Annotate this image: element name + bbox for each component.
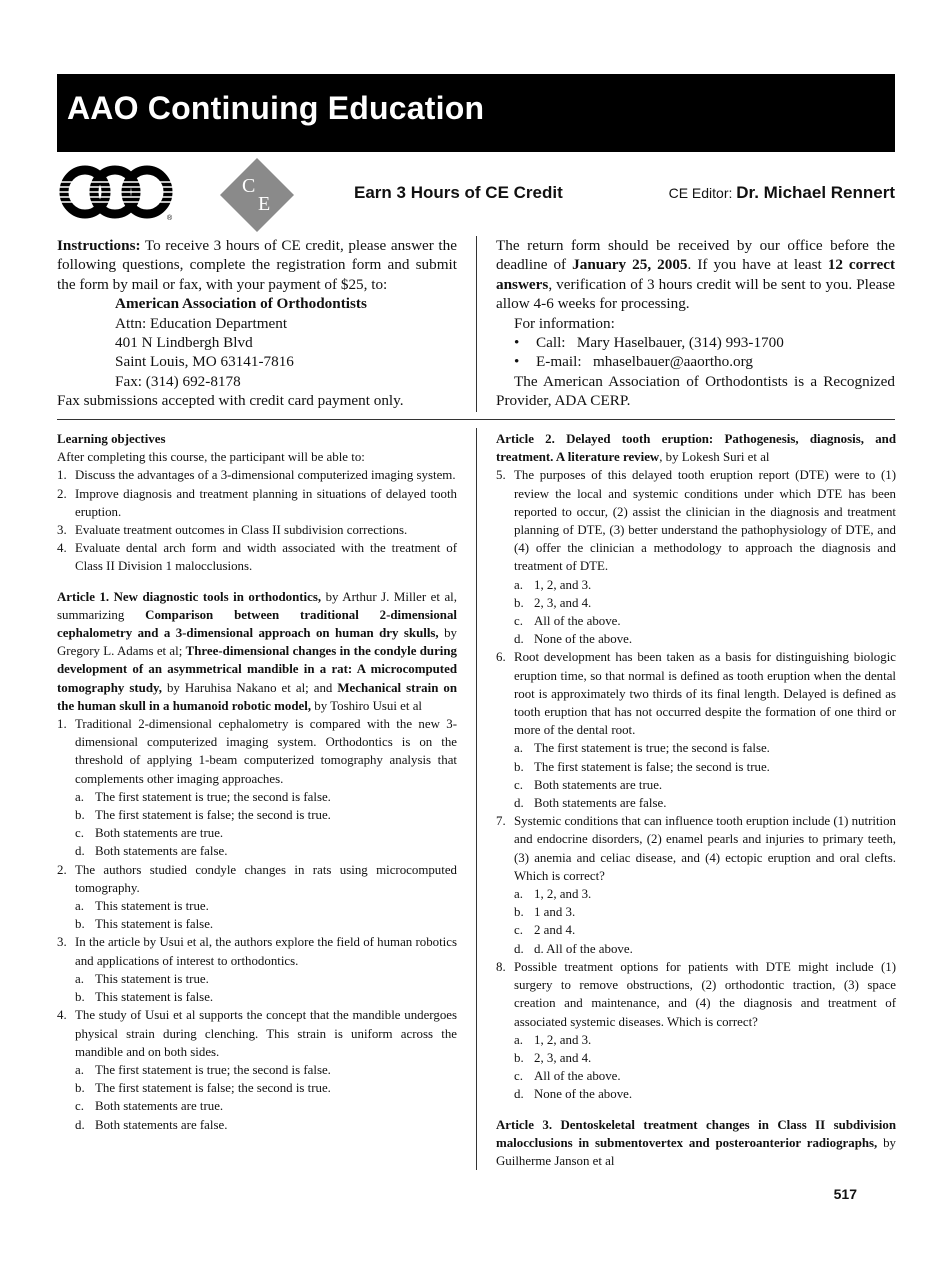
option-text: 1 and 3.: [534, 905, 576, 920]
question-text: The purposes of this delayed tooth eruption report (DTE) were to (1) review the local and systemic conditions under which DTE has been reported to occur, (2) assist the clinician in the diagnosis and treatment planning of DTE, (3) better understand the pathophysiology of DTE, and (4) offer the clinician a methodology to approach the diagnosis and treatment of DTE.: [514, 468, 896, 574]
instructions-text: To receive 3 hours of CE credit, please answer the following questions, complete the registration form and submit the form by mail or fax, with your payment of $25, to:: [57, 237, 457, 293]
question-text: Possible treatment options for patients with DTE might include (1) surgery to remove obstructions, (2) orthodontic traction, (3) space creation and maintenance, and (4) the diagnosis and treatment of associated systemic diseases. Which is correct?: [514, 959, 896, 1029]
question-number: 1.: [57, 717, 67, 732]
answer-option[interactable]: [57, 1061, 457, 1079]
answer-option[interactable]: [57, 824, 457, 842]
objective-text: Evaluate treatment outcomes in Class II subdivision corrections.: [75, 523, 408, 538]
answer-option[interactable]: [496, 794, 896, 812]
answer-option[interactable]: [57, 988, 457, 1006]
question-number: 2.: [57, 862, 67, 877]
option-text: 2, 3, and 4.: [534, 1050, 592, 1065]
objective-number: 2.: [57, 486, 67, 501]
objective-item: [57, 521, 457, 539]
answer-option[interactable]: [496, 885, 896, 903]
objective-item: [57, 485, 457, 521]
answer-option[interactable]: [496, 940, 896, 958]
option-text: 2, 3, and 4.: [534, 595, 592, 610]
objective-item: [57, 466, 457, 484]
answer-option[interactable]: [57, 970, 457, 988]
answer-option[interactable]: [57, 897, 457, 915]
option-letter: a.: [75, 899, 84, 914]
option-letter: d.: [514, 941, 524, 956]
option-text: None of the above.: [534, 632, 633, 647]
option-letter: a.: [75, 789, 84, 804]
email-value[interactable]: mhaselbauer@aaortho.org: [592, 353, 753, 371]
deadline: January 25, 2005: [572, 256, 688, 274]
option-letter: a.: [514, 1032, 523, 1047]
left-column: [57, 430, 457, 1134]
email-label: E-mail:: [536, 353, 582, 371]
answer-option[interactable]: [496, 1085, 896, 1103]
option-text: Both statements are false.: [534, 796, 667, 811]
option-letter: a.: [75, 1062, 84, 1077]
call-line: [496, 333, 895, 352]
correct-answers: 12 correct answers: [496, 256, 896, 293]
registered-mark: ®: [167, 215, 173, 222]
question-number: 8.: [496, 959, 506, 974]
answer-option[interactable]: [57, 788, 457, 806]
section-divider: [57, 419, 895, 420]
option-text: None of the above.: [534, 1087, 633, 1102]
article1-sub2: Three-dimensional changes in the condyle during development of an asymmetrical mandible in a rat: A microcomputed tomography study,: [57, 644, 457, 695]
column-divider-top: [476, 236, 477, 412]
option-letter: c.: [514, 923, 523, 938]
option-text: The first statement is false; the second is true.: [534, 759, 770, 774]
article1-heading: [57, 588, 457, 715]
answer-option[interactable]: [57, 1116, 457, 1134]
address-street: 401 N Lindbergh Blvd: [115, 334, 253, 352]
article1-by3: by Haruhisa Nakano et al; and: [161, 680, 338, 695]
objective-text: Evaluate dental arch form and width associated with the treatment of Class II Division 1 malocclusions.: [75, 541, 457, 574]
question: [496, 958, 896, 1031]
objective-text: Discuss the advantages of a 3-dimensional computerized imaging system.: [75, 468, 456, 483]
answer-option[interactable]: [496, 630, 896, 648]
answer-option[interactable]: [496, 1031, 896, 1049]
option-text: 1, 2, and 3.: [534, 887, 592, 902]
ce-editor: [669, 183, 895, 203]
option-text: The first statement is true; the second is false.: [95, 789, 331, 804]
mailing-address: [115, 294, 457, 391]
answer-option[interactable]: [496, 903, 896, 921]
option-text: This statement is false.: [95, 917, 214, 932]
right-column: [496, 430, 896, 1170]
option-text: d. All of the above.: [534, 941, 633, 956]
option-text: This statement is true.: [95, 899, 209, 914]
banner-title: AAO Continuing Education: [67, 90, 485, 126]
credit-title: Earn 3 Hours of CE Credit: [354, 183, 563, 202]
return-info-block: [496, 236, 895, 411]
option-letter: b.: [514, 905, 524, 920]
option-letter: b.: [75, 917, 85, 932]
option-letter: d.: [75, 1117, 85, 1132]
ce-logo-e: E: [258, 193, 271, 215]
question-text: The study of Usui et al supports the concept that the mandible undergoes physical strain during clenching. This strain is uniform across the mandible and on both sides.: [75, 1008, 457, 1059]
option-letter: b.: [75, 808, 85, 823]
article2-questions: [496, 466, 896, 1103]
return-text-1: The return form should be received by our office before the deadline of: [496, 237, 895, 274]
address-fax: Fax: (314) 692-8178: [115, 372, 241, 390]
article1-by4: by Toshiro Usui et al: [311, 698, 422, 713]
option-text: This statement is false.: [95, 990, 214, 1005]
answer-option[interactable]: [496, 921, 896, 939]
column-divider-bottom: [476, 428, 477, 1170]
option-text: The first statement is false; the second is true.: [95, 1081, 331, 1096]
option-letter: b.: [75, 990, 85, 1005]
option-text: This statement is true.: [95, 971, 209, 986]
ce-logo-c: C: [242, 175, 256, 197]
provider-statement: The American Association of Orthodontists is a Recognized Provider, ADA CERP.: [496, 372, 895, 410]
aao-logo: [58, 162, 176, 222]
question: [496, 812, 896, 885]
option-letter: a.: [514, 577, 523, 592]
fax-note: Fax submissions accepted with credit card payment only.: [57, 392, 404, 410]
option-text: 2 and 4.: [534, 923, 576, 938]
option-text: Both statements are false.: [95, 1117, 228, 1132]
answer-option[interactable]: [57, 1097, 457, 1115]
objective-number: 1.: [57, 468, 67, 483]
question-text: In the article by Usui et al, the authors explore the field of human robotics and applications of interest to orthodontics.: [75, 935, 457, 968]
question-text: Root development has been taken as a basis for distinguishing biologic eruption time, so that normal is defined as tooth eruption when the dental root is approximately two thirds of its final length. Delayed is defined as tooth eruption that has not occurred despite the formation of one third or more of the dental root.: [514, 650, 896, 738]
address-city: Saint Louis, MO 63141-7816: [115, 353, 294, 371]
objectives-title: Learning objectives: [57, 432, 166, 446]
question: [57, 715, 457, 788]
bullet-icon: •: [514, 353, 520, 371]
objectives-list: [57, 466, 457, 575]
question: [57, 933, 457, 969]
instructions-block: [57, 236, 457, 411]
option-letter: c.: [75, 826, 84, 841]
header-banner: [57, 74, 895, 152]
question: [57, 1006, 457, 1061]
question-number: 4.: [57, 1008, 67, 1023]
option-letter: b.: [514, 759, 524, 774]
call-value: Mary Haselbauer, (314) 993-1700: [576, 334, 784, 352]
answer-option[interactable]: [496, 594, 896, 612]
return-text-2: . If you have at least: [687, 256, 822, 274]
answer-option[interactable]: [496, 739, 896, 757]
option-text: The first statement is false; the second is true.: [95, 808, 331, 823]
article2-by: , by Lokesh Suri et al: [659, 450, 770, 465]
article3-heading: [496, 1116, 896, 1171]
option-letter: a.: [514, 887, 523, 902]
option-text: Both statements are true.: [534, 777, 663, 792]
option-letter: b.: [514, 1050, 524, 1065]
option-letter: d.: [514, 632, 524, 647]
option-letter: c.: [514, 1069, 523, 1084]
article2-title: Article 2. Delayed tooth eruption: Pathogenesis, diagnosis, and treatment. A literature review: [496, 432, 896, 465]
article3-by: by Guilherme Janson et al: [496, 1135, 896, 1168]
answer-option[interactable]: [496, 612, 896, 630]
answer-option[interactable]: [496, 1049, 896, 1067]
option-text: All of the above.: [534, 614, 621, 629]
option-letter: d.: [514, 796, 524, 811]
bullet-icon: •: [514, 334, 520, 352]
option-letter: b.: [514, 595, 524, 610]
option-letter: d.: [75, 844, 85, 859]
question: [57, 861, 457, 897]
question-number: 6.: [496, 650, 506, 665]
answer-option[interactable]: [496, 576, 896, 594]
option-letter: a.: [75, 971, 84, 986]
return-text-3: , verification of 3 hours credit will be sent to you. Please allow 4-6 weeks for processing.: [496, 275, 895, 313]
editor-name: Dr. Michael Rennert: [736, 183, 895, 202]
question-text: Traditional 2-dimensional cephalometry is compared with the new 3-dimensional computerized imaging system. Orthodontics is on the threshold of applying 1-beam computerized tomography analysis that complements other imaging approaches.: [75, 717, 457, 786]
address-org: American Association of Orthodontists: [115, 295, 367, 313]
question-number: 7.: [496, 814, 506, 829]
article2-heading: [496, 430, 896, 466]
answer-option[interactable]: [496, 776, 896, 794]
answer-option[interactable]: [57, 1079, 457, 1097]
option-letter: a.: [514, 741, 523, 756]
question: [496, 648, 896, 739]
email-line: [496, 352, 895, 371]
option-text: The first statement is true; the second is false.: [95, 1062, 331, 1077]
option-letter: d.: [514, 1087, 524, 1102]
article1-by1: by Arthur J. Miller et al, summarizing: [57, 589, 457, 622]
option-text: 1, 2, and 3.: [534, 1032, 592, 1047]
question-number: 5.: [496, 468, 506, 483]
for-information: For information:: [514, 314, 615, 332]
editor-label: CE Editor:: [668, 185, 733, 201]
option-text: Both statements are false.: [95, 844, 228, 859]
objective-number: 4.: [57, 541, 67, 556]
answer-option[interactable]: [57, 915, 457, 933]
ce-logo: [220, 158, 294, 232]
question-number: 3.: [57, 935, 67, 950]
option-text: Both statements are true.: [95, 1099, 224, 1114]
option-letter: b.: [75, 1081, 85, 1096]
option-text: All of the above.: [534, 1069, 621, 1084]
option-text: Both statements are true.: [95, 826, 224, 841]
objective-text: Improve diagnosis and treatment planning in situations of delayed tooth eruption.: [75, 486, 457, 519]
answer-option[interactable]: [57, 842, 457, 860]
answer-option[interactable]: [496, 1067, 896, 1085]
address-attn: Attn: Education Department: [115, 314, 288, 332]
option-letter: c.: [514, 777, 523, 792]
answer-option[interactable]: [57, 806, 457, 824]
option-text: The first statement is true; the second is false.: [534, 741, 770, 756]
answer-option[interactable]: [496, 758, 896, 776]
option-text: 1, 2, and 3.: [534, 577, 592, 592]
objective-item: [57, 539, 457, 575]
question-text: Systemic conditions that can influence tooth eruption include (1) nutrition and endocrine disorders, (2) enamel pearls and injuries to primary teeth, (3) anemia and celiac disease, and (4) ectopic eruption and oral clefts. Which is correct?: [514, 814, 896, 883]
option-letter: c.: [75, 1099, 84, 1114]
objectives-intro: After completing this course, the participant will be able to:: [57, 450, 365, 465]
article3-title: Article 3. Dentoskeletal treatment changes in Class II subdivision malocclusions in submentovertex and posteroanterior radiographs,: [496, 1117, 896, 1150]
page-number: 517: [833, 1186, 857, 1202]
objective-number: 3.: [57, 523, 67, 538]
call-label: Call:: [536, 334, 566, 352]
option-letter: c.: [514, 614, 523, 629]
article1-sub3: Mechanical strain on the human skull in a humanoid robotic model,: [57, 680, 457, 713]
article1-questions: [57, 715, 457, 1134]
question-text: The authors studied condyle changes in rats using microcomputed tomography.: [75, 862, 457, 895]
article1-title: Article 1. New diagnostic tools in orthodontics,: [57, 589, 322, 604]
question: [496, 466, 896, 575]
instructions-label: Instructions:: [57, 237, 141, 254]
article1-sub1: Comparison between traditional 2-dimensional cephalometry and a 3-dimensional approach on human dry skulls,: [57, 607, 457, 641]
article1-by2: by Gregory L. Adams et al;: [57, 626, 457, 659]
